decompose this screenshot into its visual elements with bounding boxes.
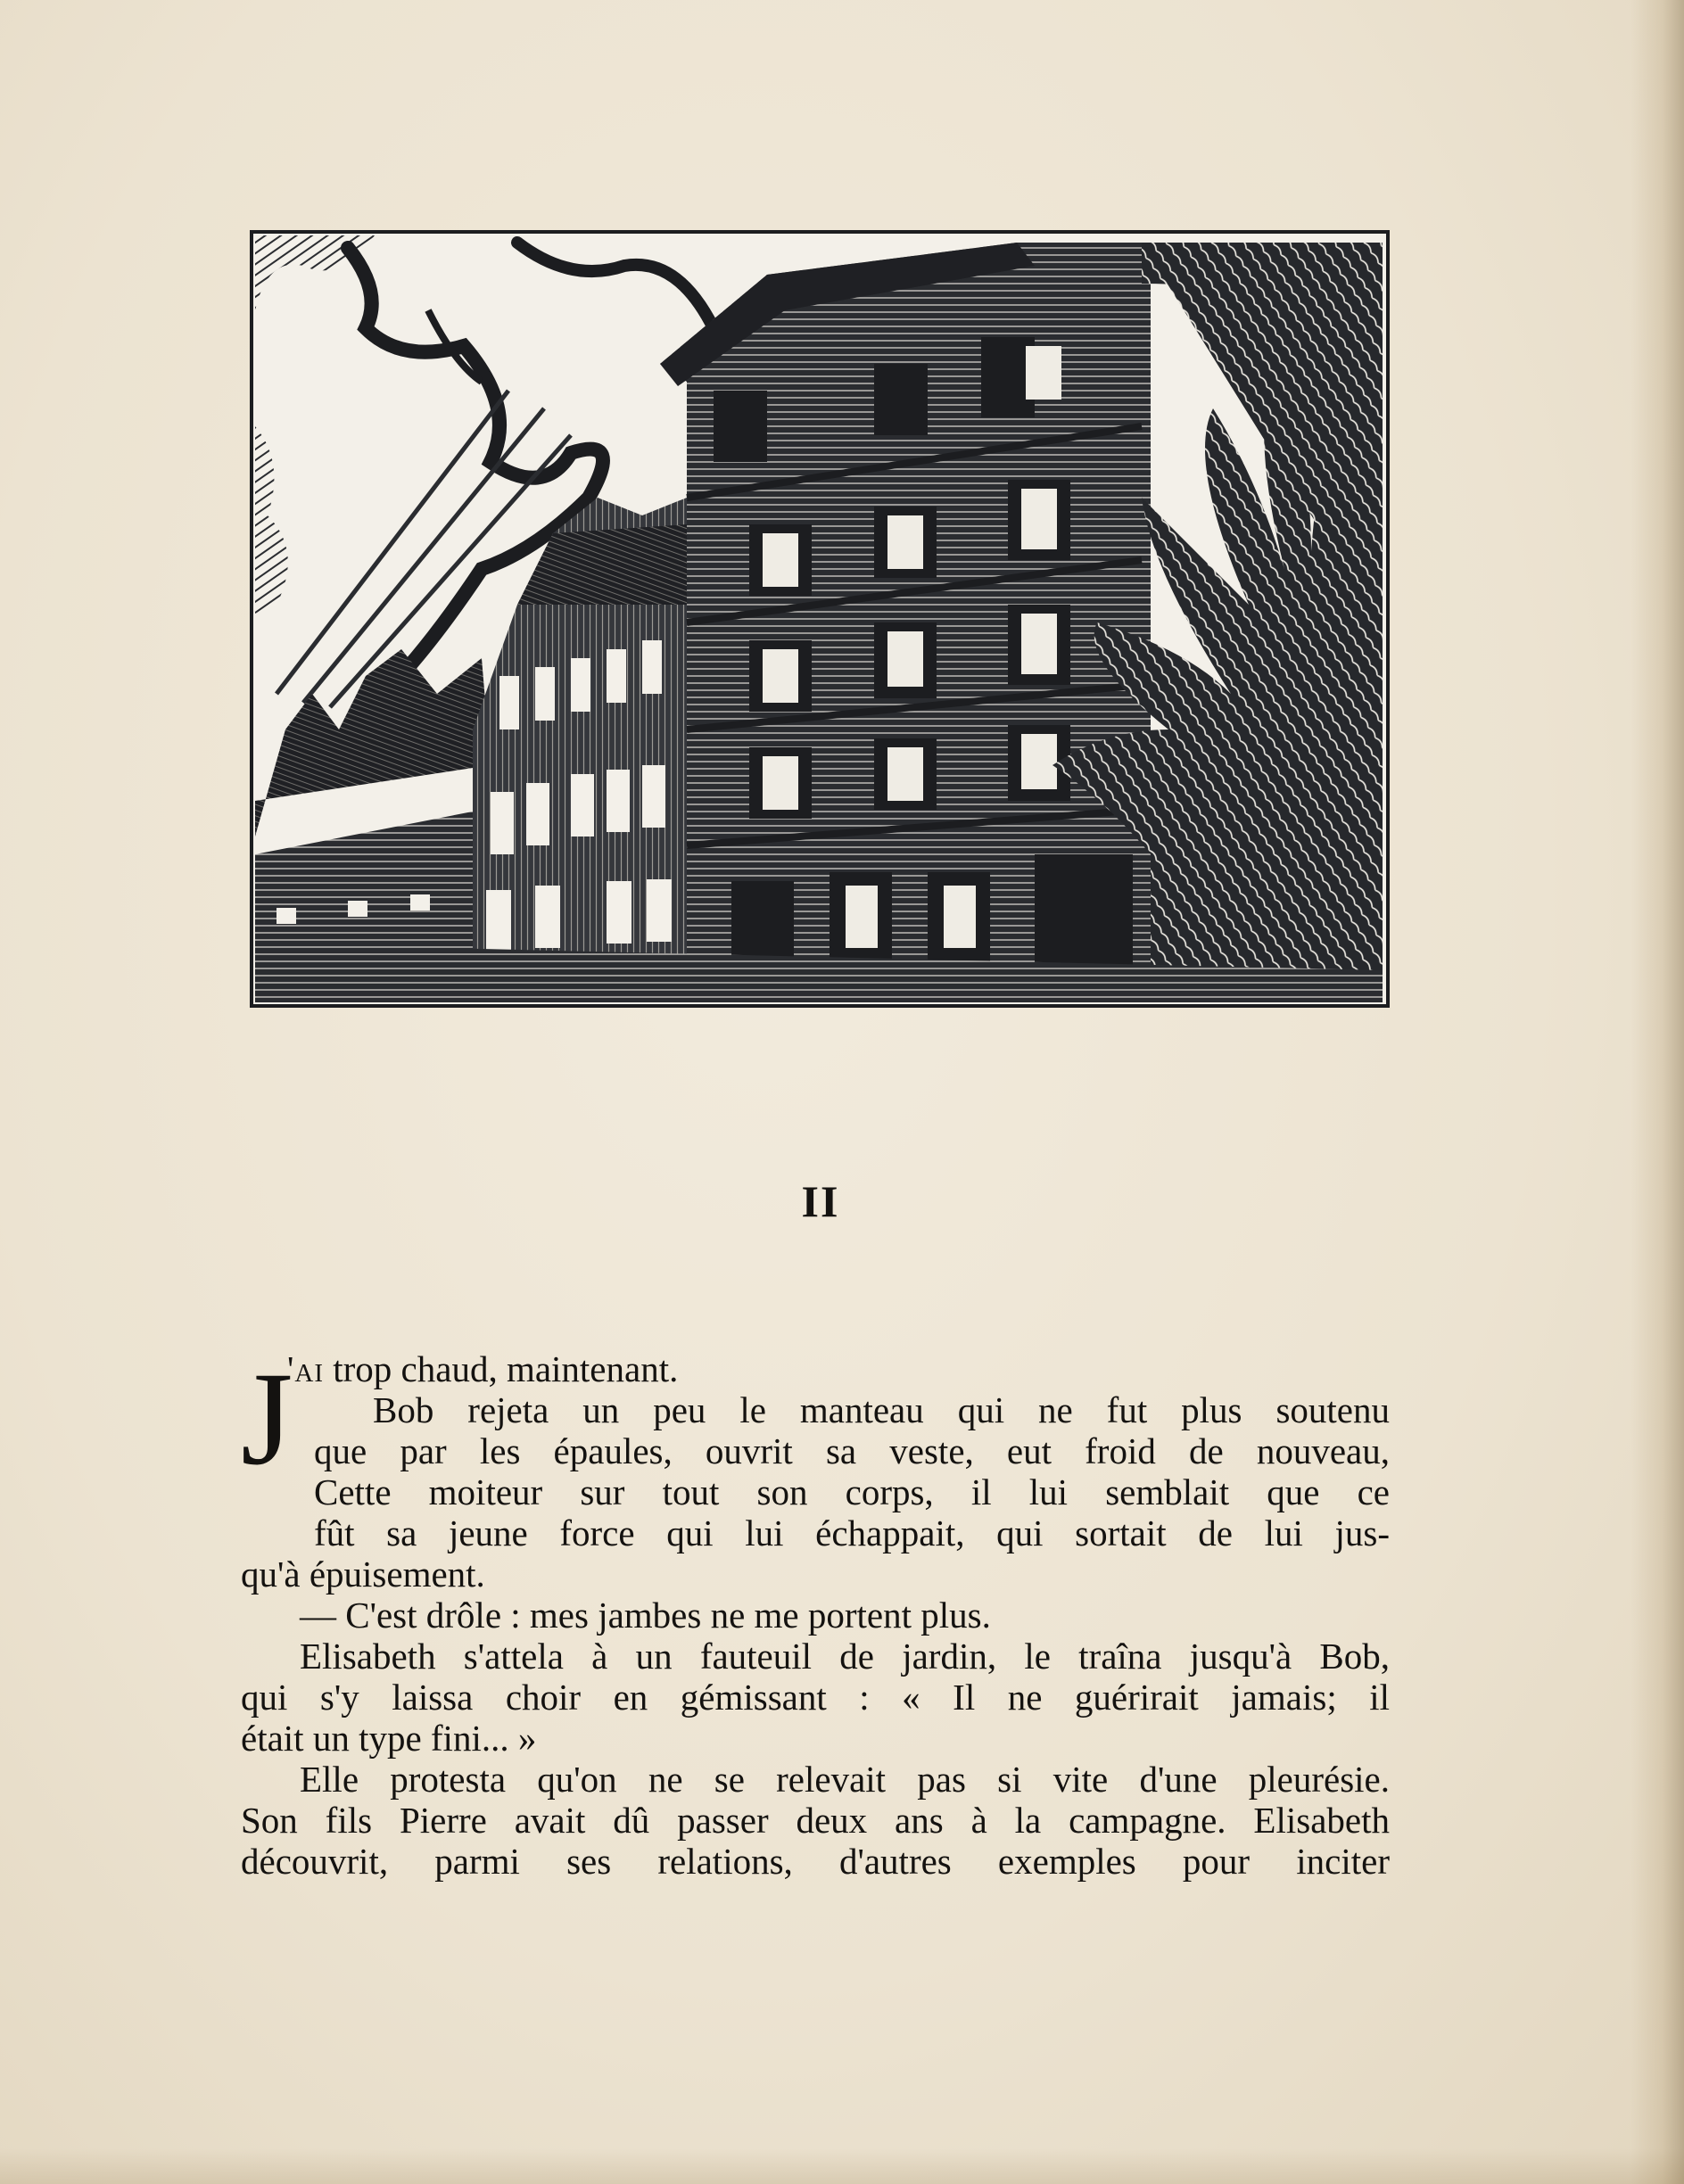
page-edge-shadow: [1630, 0, 1684, 2184]
woodcut-street-buildings-icon: [250, 230, 1390, 1008]
text-line: que par les épaules, ouvrit sa veste, eut froid de nouveau,: [314, 1430, 1390, 1471]
text-line: Bob rejeta un peu le manteau qui ne fut plus soutenu: [373, 1389, 1390, 1430]
text-line: Cette moiteur sur tout son corps, il lui semblait que ce: [314, 1471, 1390, 1512]
woodcut-illustration: [250, 230, 1390, 1008]
drop-cap: J: [241, 1345, 293, 1493]
text-line: — C'est drôle : mes jambes ne me portent plus.: [300, 1595, 991, 1636]
text-line: découvrit, parmi ses relations, d'autres exemples pour inciter: [241, 1841, 1390, 1882]
text-line: était un type fini... »: [241, 1718, 537, 1759]
text-line-content: trop chaud, maintenant.: [333, 1348, 679, 1389]
page-bottom-shadow: [0, 2148, 1684, 2184]
drop-cap-continuation: 'ai: [287, 1348, 324, 1389]
text-line: fût sa jeune force qui lui échappait, qui sortait de lui jus-: [314, 1512, 1390, 1554]
text-line: Elisabeth s'attela à un fauteuil de jardin, le traîna jusqu'à Bob,: [300, 1636, 1390, 1677]
text-line: Elle protesta qu'on ne se relevait pas si vite d'une pleurésie.: [300, 1759, 1390, 1800]
body-text: [241, 1345, 1390, 1882]
text-line: qu'à épuisement.: [241, 1554, 485, 1595]
text-line: Son fils Pierre avait dû passer deux ans à la campagne. Elisabeth: [241, 1800, 1390, 1841]
text-line: qui s'y laissa choir en gémissant : « Il ne guérirait jamais; il: [241, 1677, 1390, 1718]
chapter-number: II: [801, 1176, 840, 1226]
text-line: [287, 1348, 1390, 1389]
